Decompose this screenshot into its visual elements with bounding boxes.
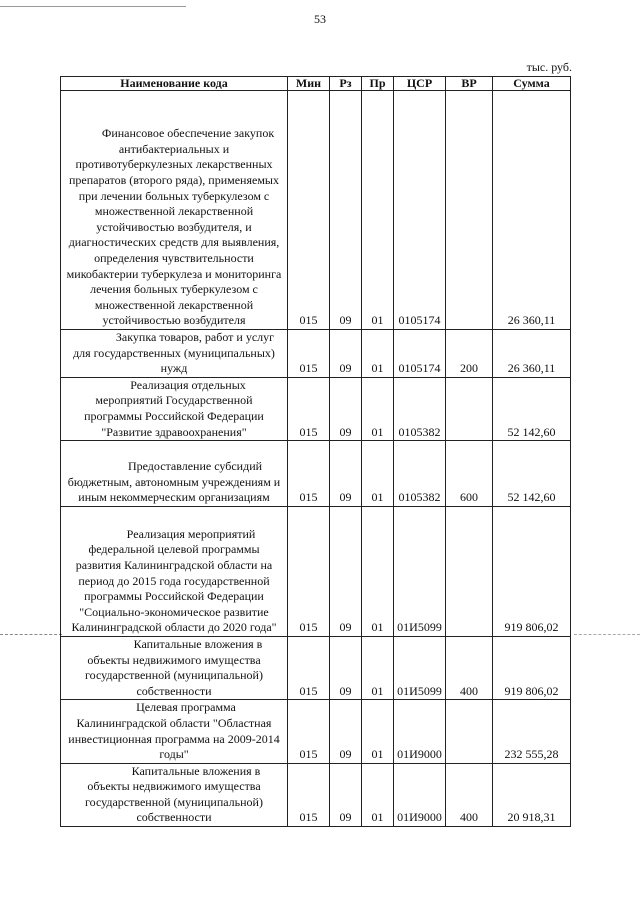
row-csr: 01И5099 <box>394 506 446 636</box>
row-rz: 09 <box>330 636 362 699</box>
row-name-line: бюджетным, автономным учреждениям и <box>67 474 281 489</box>
row-vr: 200 <box>446 330 493 378</box>
row-pr: 01 <box>362 506 394 636</box>
units-label: тыс. руб. <box>526 60 572 74</box>
table-row <box>61 700 571 763</box>
row-rz: 09 <box>330 506 362 636</box>
row-sum: 232 555,28 <box>493 700 571 763</box>
header-vr: ВР <box>446 77 493 91</box>
row-name-line: объекты недвижимого имущества <box>87 779 261 794</box>
row-pr: 01 <box>362 330 394 378</box>
row-sum: 919 806,02 <box>493 506 571 636</box>
row-sum: 20 918,31 <box>493 763 571 826</box>
row-name-line: лечения больных туберкулезом с <box>90 282 258 297</box>
table-row <box>61 377 571 440</box>
row-name-line: Финансовое обеспечение закупок <box>101 126 275 141</box>
row-pr: 01 <box>362 763 394 826</box>
row-spacer <box>61 100 287 126</box>
row-vr <box>446 700 493 763</box>
row-name-line: Калининградской области до 2020 года" <box>71 620 277 635</box>
row-name <box>61 506 288 636</box>
row-vr <box>446 506 493 636</box>
header-name: Наименование кода <box>61 77 288 91</box>
row-rz: 09 <box>330 700 362 763</box>
row-name-line: множественной лекарственной <box>94 204 254 219</box>
row-name-line: Капитальные вложения в <box>133 636 263 651</box>
row-min: 015 <box>288 506 330 636</box>
row-name-line: антибактериальных и <box>118 141 230 156</box>
row-name-line: период до 2015 года государственной <box>78 573 270 588</box>
row-name-line: развития Калининградской области на <box>75 557 273 572</box>
row-name-line: мероприятий Государственной <box>95 393 253 408</box>
row-sum: 52 142,60 <box>493 377 571 440</box>
row-min: 015 <box>288 377 330 440</box>
row-name-line: Предоставление субсидий <box>127 459 263 474</box>
row-pr: 01 <box>362 700 394 763</box>
row-pr: 01 <box>362 441 394 507</box>
row-name-line: при лечении больных туберкулезом с <box>78 188 270 203</box>
row-rz: 09 <box>330 91 362 330</box>
row-name-line: "Социально-экономическое развитие <box>79 604 269 619</box>
row-name-line: определения чувствительности <box>94 251 254 266</box>
row-name-line: устойчивостью возбудителя, и <box>96 219 252 234</box>
row-name-line: диагностических средств для выявления, <box>68 235 280 250</box>
row-name-line: микобактерии туберкулеза и мониторинга <box>66 266 282 281</box>
row-name-line: Реализация мероприятий <box>126 526 256 541</box>
row-name-line: препаратов (второго ряда), применяемых <box>69 173 279 188</box>
row-name-line: множественной лекарственной <box>94 297 254 312</box>
budget-table <box>60 76 571 827</box>
row-pr: 01 <box>362 377 394 440</box>
header-pr: Пр <box>362 77 394 91</box>
table-row <box>61 441 571 507</box>
table-row <box>61 763 571 826</box>
row-name-line: Закупка товаров, работ и услуг <box>115 330 275 344</box>
row-name-line: государственной (муниципальной) <box>85 668 263 683</box>
header-csr: ЦСР <box>394 77 446 91</box>
row-name-line: объекты недвижимого имущества <box>87 652 261 667</box>
row-min: 015 <box>288 330 330 378</box>
header-sum: Сумма <box>493 77 571 91</box>
row-name <box>61 330 288 378</box>
table-header-row <box>61 77 571 91</box>
row-min: 015 <box>288 636 330 699</box>
row-csr: 0105174 <box>394 91 446 330</box>
row-sum: 26 360,11 <box>493 330 571 378</box>
row-csr: 0105174 <box>394 330 446 378</box>
row-name <box>61 636 288 699</box>
row-name <box>61 377 288 440</box>
row-csr: 01И5099 <box>394 636 446 699</box>
row-name-line: противотуберкулезных лекарственных <box>75 157 273 172</box>
row-vr: 600 <box>446 441 493 507</box>
top-rule <box>0 6 186 7</box>
row-name-line: Реализация отдельных <box>130 377 246 392</box>
row-name-line: программы Российской Федерации <box>84 408 264 423</box>
row-sum: 26 360,11 <box>493 91 571 330</box>
row-rz: 09 <box>330 763 362 826</box>
row-pr: 01 <box>362 636 394 699</box>
row-name-line: Капитальные вложения в <box>131 763 261 778</box>
row-name <box>61 441 288 507</box>
row-name-line: устойчивостью возбудителя <box>102 313 246 328</box>
row-name-line: программы Российской Федерации <box>84 589 264 604</box>
table-row <box>61 330 571 378</box>
row-name <box>61 700 288 763</box>
row-name <box>61 763 288 826</box>
row-name-line: государственной (муниципальной) <box>85 794 263 809</box>
header-rz: Рз <box>330 77 362 91</box>
table-row <box>61 636 571 699</box>
row-min: 015 <box>288 700 330 763</box>
row-name-line: "Развитие здравоохранения" <box>101 424 247 439</box>
row-min: 015 <box>288 441 330 507</box>
row-name <box>61 91 288 330</box>
row-name-line: федеральной целевой программы <box>88 542 260 557</box>
row-spacer <box>61 441 287 459</box>
row-min: 015 <box>288 91 330 330</box>
row-csr: 0105382 <box>394 441 446 507</box>
row-name-line: для государственных (муниципальных) <box>73 345 275 360</box>
row-csr: 01И9000 <box>394 700 446 763</box>
page-number: 53 <box>314 12 326 26</box>
row-csr: 01И9000 <box>394 763 446 826</box>
fold-mark-right <box>574 634 640 635</box>
row-vr: 400 <box>446 636 493 699</box>
row-csr: 0105382 <box>394 377 446 440</box>
row-name-line: Целевая программа <box>136 700 236 715</box>
row-vr <box>446 377 493 440</box>
row-rz: 09 <box>330 441 362 507</box>
row-rz: 09 <box>330 330 362 378</box>
row-name-line: годы" <box>159 747 189 762</box>
fold-mark-left <box>0 634 62 635</box>
row-vr: 400 <box>446 763 493 826</box>
row-name-line: инвестиционная программа на 2009-2014 <box>68 731 280 746</box>
header-min: Мин <box>288 77 330 91</box>
row-name-line: Калининградской области "Областная <box>76 715 272 730</box>
row-name-line: иным некоммерческим организациям <box>78 490 270 505</box>
row-name-line: собственности <box>136 683 212 698</box>
row-name-line: нужд <box>160 361 188 376</box>
row-min: 015 <box>288 763 330 826</box>
table-row <box>61 91 571 330</box>
row-spacer <box>61 511 287 527</box>
row-name-line: собственности <box>136 810 212 825</box>
row-sum: 52 142,60 <box>493 441 571 507</box>
row-vr <box>446 91 493 330</box>
row-sum: 919 806,02 <box>493 636 571 699</box>
table-row <box>61 506 571 636</box>
row-rz: 09 <box>330 377 362 440</box>
row-pr: 01 <box>362 91 394 330</box>
